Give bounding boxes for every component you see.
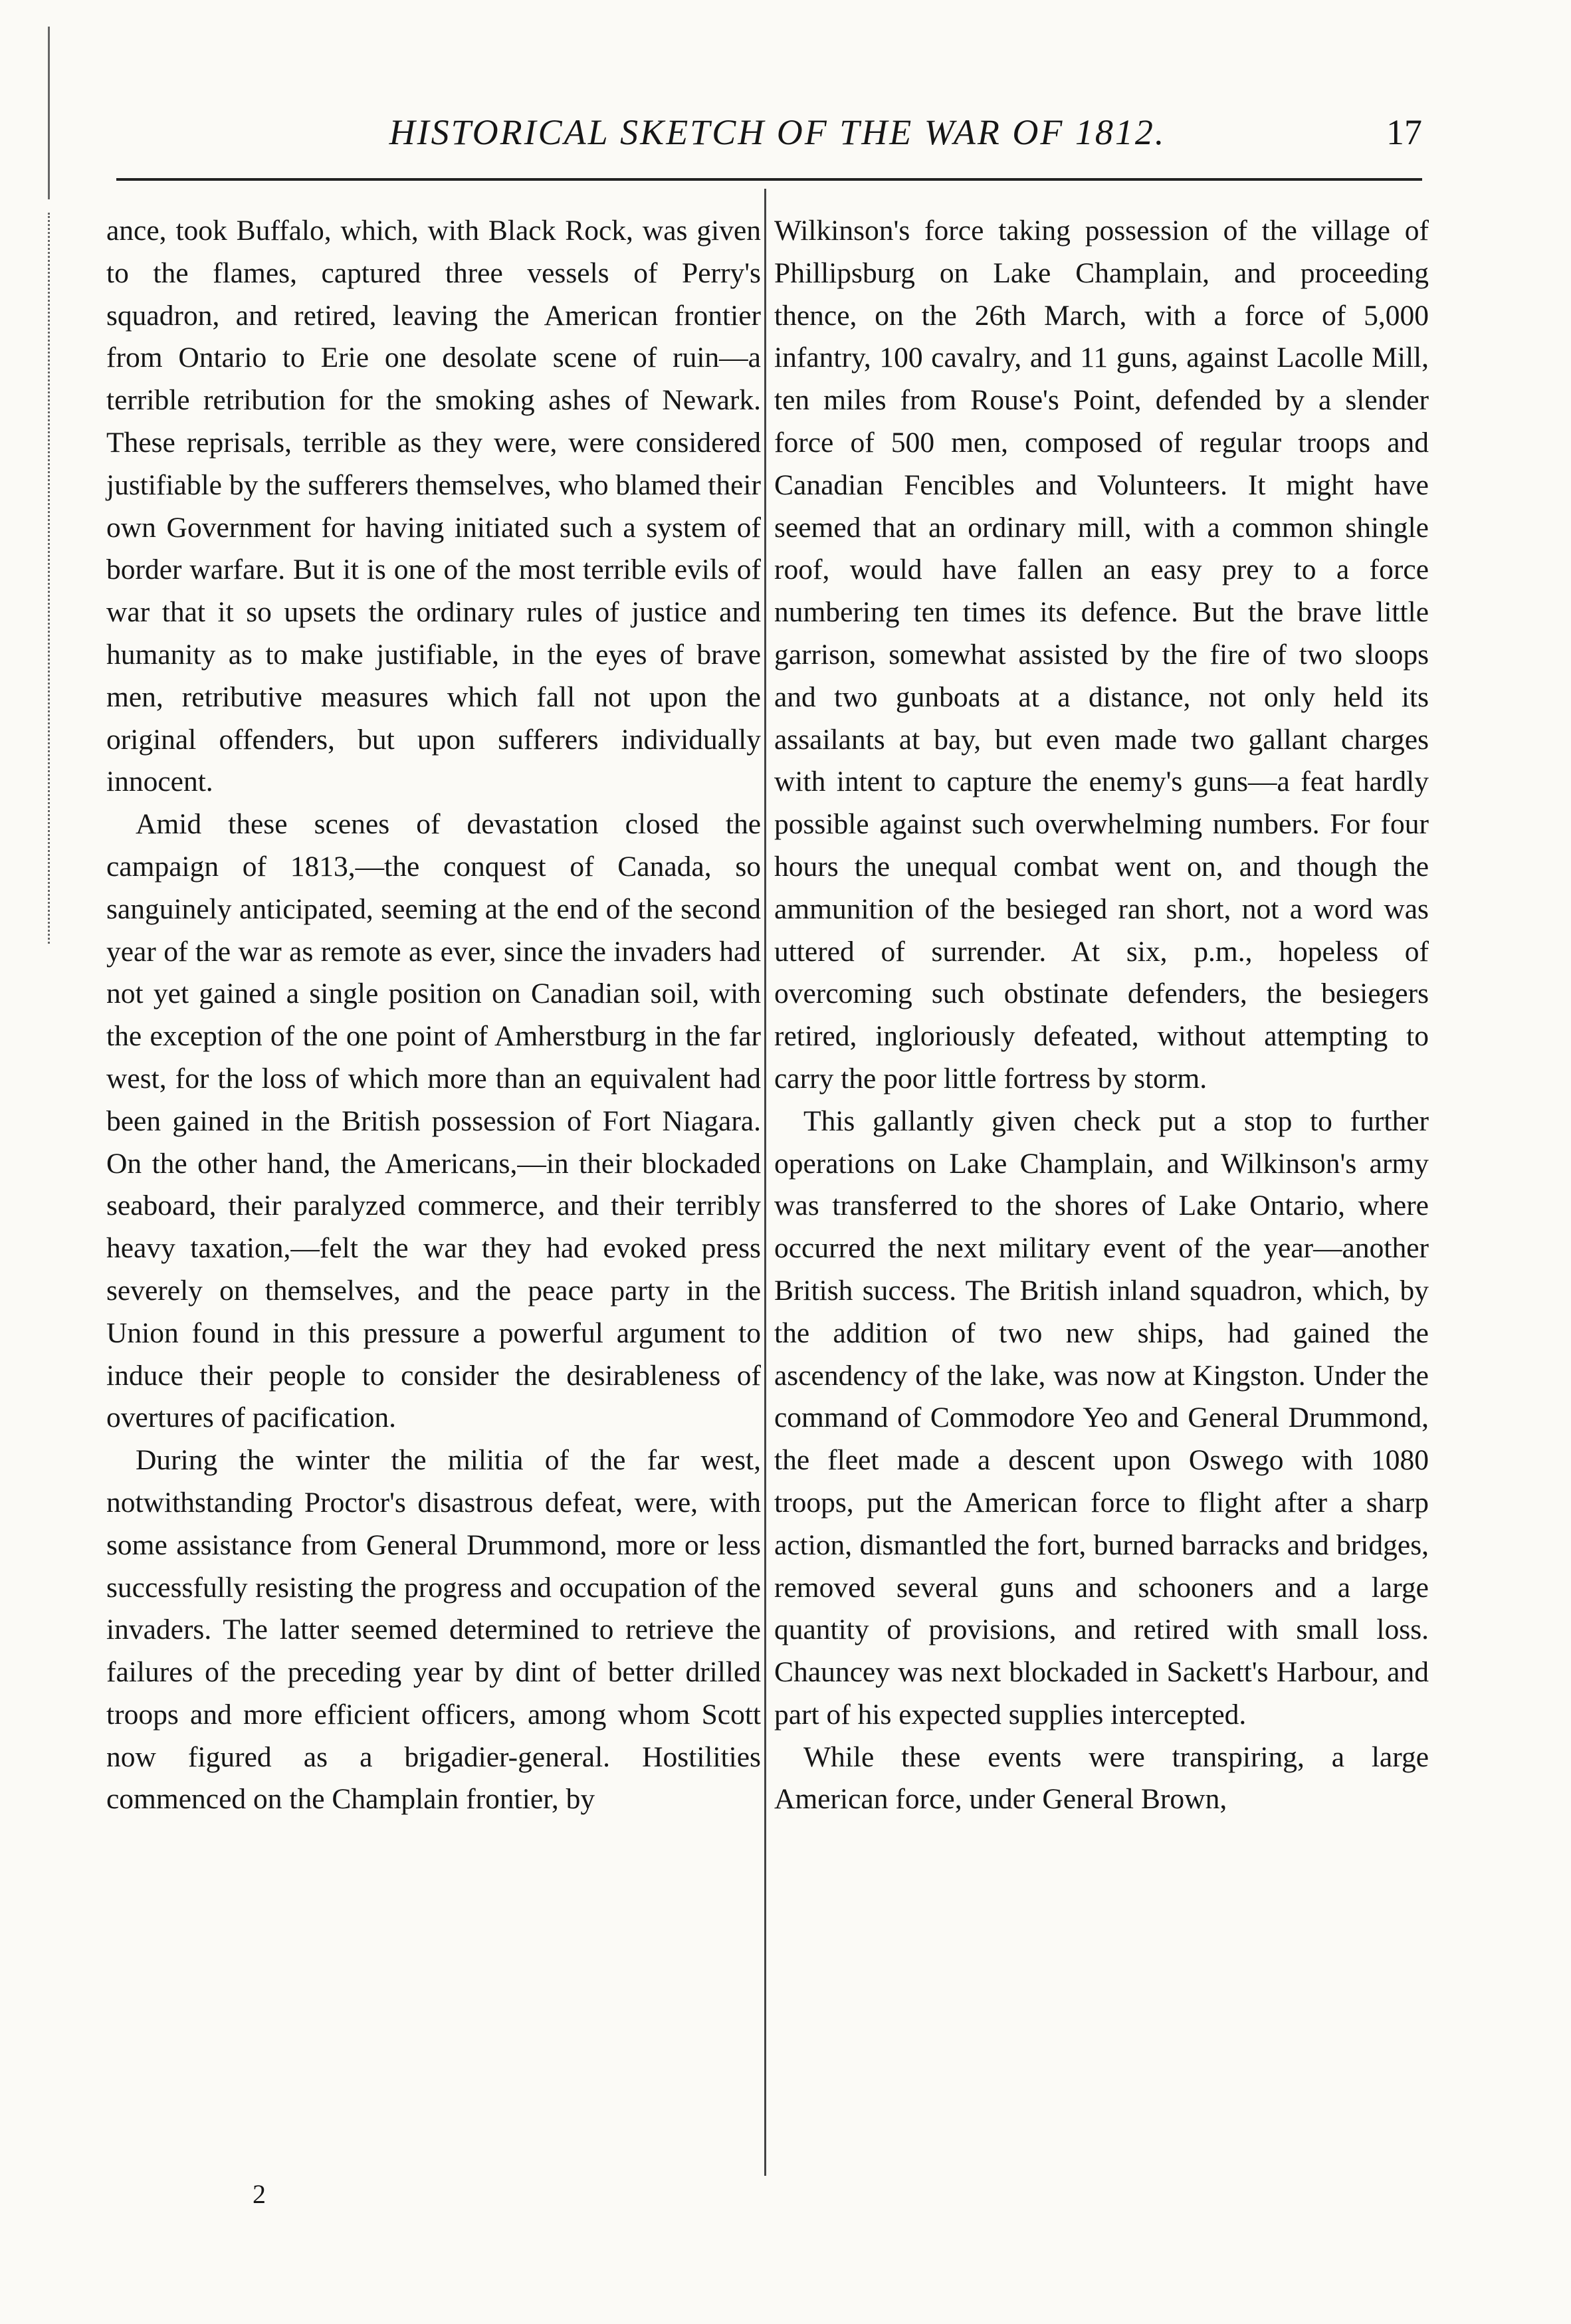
signature-mark: 2 (253, 2179, 266, 2209)
paragraph: During the winter the militia of the far west, notwithstanding Proctor's disastrous defeat, were, with some assistance from General Drummond, more or less successfully resisting the progress and occupation of the invaders. The latter seemed determined to retrieve the failures of the preceding year by dint of better drilled troops and more efficient officers, among whom Scott now figured as a brigadier-general. Hostilities commenced on the Champlain frontier, by (106, 1444, 761, 1816)
paragraph: Amid these scenes of devastation closed the campaign of 1813,—the conquest of Canada, so sanguinely anticipated, seeming at the end of the second year of the war as remote as ever, since the invaders had not yet gained a single position on Canadian soil, with the exception of the one point of Amherstburg in the far west, for the loss of which more than an equivalent had been gained in the British possession of Fort Niagara. On the other hand, the Americans,—in their blockaded seaboard, their paralyzed commerce, and their terribly heavy taxation,—felt the war they had evoked press severely on themselves, and the peace party in the Union found in this pressure a powerful argument to induce their people to consider the desirableness of overtures of pacification. (106, 808, 761, 1434)
page-number: 17 (1386, 112, 1422, 152)
left-column (106, 210, 761, 2204)
right-column (774, 210, 1429, 2204)
paragraph: Wilkinson's force taking possession of the village of Phillipsburg on Lake Champlain, and proceeding thence, on the 26th March, with a force of 5,000 infantry, 100 cavalry, and 11 guns, against Lacolle Mill, ten miles from Rouse's Point, defended by a slender force of 500 men, composed of regular troops and Canadian Fencibles and Volunteers. It might have seemed that an ordinary mill, with a common shingle roof, would have fallen an easy prey to a force numbering ten times its defence. But the brave little garrison, somewhat assisted by the fire of two sloops and two gunboats at a distance, not only held its assailants at bay, but even made two gallant charges with intent to capture the enemy's guns—a feat hardly possible against such overwhelming numbers. For four hours the unequal combat went on, and though the ammunition of the besieged ran short, not a word was uttered of surrender. At six, p.m., hopeless of overcoming such obstinate defenders, the besiegers retired, ingloriously defeated, without attempting to carry the poor little fortress by storm. (774, 215, 1429, 1095)
binding-mark (48, 213, 50, 944)
running-head: HISTORICAL SKETCH OF THE WAR OF 1812. (389, 112, 1166, 152)
header-rule (116, 178, 1422, 181)
paragraph: ance, took Buffalo, which, with Black Rock, was given to the flames, captured three vessels of Perry's squadron, and retired, leaving the American frontier from Ontario to Erie one desolate scene of ruin—a terrible retribution for the smoking ashes of Newark. These reprisals, terrible as they were, were considered justifiable by the sufferers themselves, who blamed their own Government for having initiated such a system of border warfare. But it is one of the most terrible evils of war that it so upsets the ordinary rules of justice and humanity as to make justifiable, in the eyes of brave men, retributive measures which fall not upon the original offenders, but upon sufferers individually innocent. (106, 215, 761, 798)
column-divider (764, 189, 766, 2176)
binding-mark (48, 27, 50, 199)
page-header (106, 112, 1422, 165)
paragraph: While these events were transpiring, a large American force, under General Brown, (774, 1741, 1429, 1816)
paragraph: This gallantly given check put a stop to further operations on Lake Champlain, and Wilkinson's army was transferred to the shores of Lake Ontario, where occurred the next military event of the year—another British success. The British inland squadron, which, by the addition of two new ships, had gained the ascendency of the lake, was now at Kingston. Under the command of Commodore Yeo and General Drummond, the fleet made a descent upon Oswego with 1080 troops, put the American force to flight after a sharp action, dismantled the fort, burned barracks and bridges, removed several guns and schooners and a large quantity of provisions, and retired with small loss. Chauncey was next blockaded in Sackett's Harbour, and part of his expected supplies intercepted. (774, 1105, 1429, 1731)
